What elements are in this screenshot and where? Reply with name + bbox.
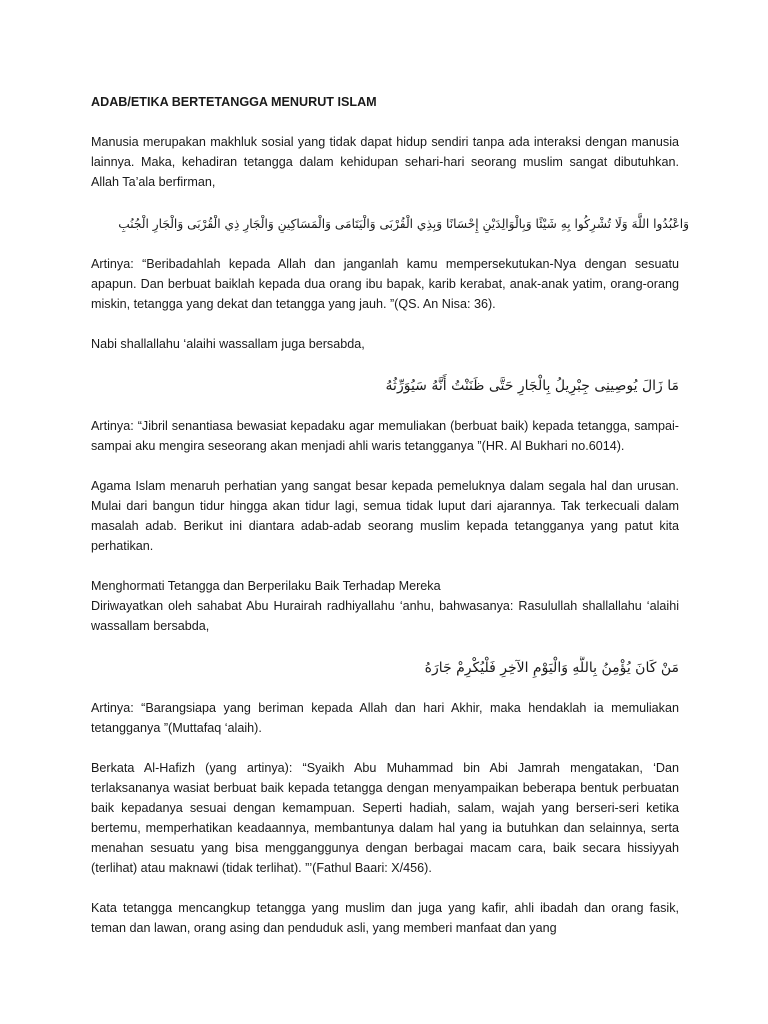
neighbor-definition: Kata tetangga mencangkup tetangga yang muslim dan juga yang kafir, ahli ibadah dan orang fasik, teman dan lawan, orang asing dan penduduk asli, yang memberi manfaat dan yang xyxy=(91,901,679,935)
translation-hadith-iman: Artinya: “Barangsiapa yang beriman kepada Allah dan hari Akhir, maka hendaklah ia memuliakan tetangganya ”(Muttafaq ‘alaih). xyxy=(91,701,679,735)
translation-an-nisa: Artinya: “Beribadahlah kepada Allah dan janganlah kamu mempersekutukan-Nya dengan sesuatu apapun. Dan berbuat baiklah kepada dua orang ibu bapak, karib kerabat, anak-anak yatim, orang-orang miskin, tetangga yang dekat dan tetangga yang jauh. ”(QS. An Nisa: 36). xyxy=(91,257,679,311)
document-page xyxy=(91,92,689,958)
section-intro: Diriwayatkan oleh sahabat Abu Hurairah radhiyallahu ‘anhu, bahwasanya: Rasulullah shallallahu ‘alaihi wassallam bersabda, xyxy=(91,599,679,633)
intro-paragraph: Manusia merupakan makhluk sosial yang tidak dapat hidup sendiri tanpa ada interaksi dengan manusia lainnya. Maka, kehadiran tetangga dalam kehidupan sehari-hari seorang muslim sangat dibutuhkan. Allah Ta’ala berfirman, xyxy=(91,135,679,189)
document-title: ADAB/ETIKA BERTETANGGA MENURUT ISLAM xyxy=(91,95,377,109)
translation-hadith-jibril: Artinya: “Jibril senantiasa bewasiat kepadaku agar memuliakan (berbuat baik) kepada tetangga, sampai-sampai aku mengira seseorang akan menjadi ahli waris tetangganya ”(HR. Al Bukhari no.6014). xyxy=(91,419,679,453)
arabic-hadith-iman: مَنْ كَانَ يُؤْمِنُ بِاللَّهِ وَالْيَوْمِ الآخِرِ فَلْيُكْرِمْ جَارَهُ xyxy=(424,660,679,676)
paragraph-islam-adab: Agama Islam menaruh perhatian yang sangat besar kepada pemeluknya dalam segala hal dan urusan. Mulai dari bangun tidur hingga akan tidur lagi, semua tidak luput dari ajarannya. Tak terkecuali dalam masalah adab. Berikut ini diantara adab-adab seorang muslim kepada tetangganya yang patut kita perhatikan. xyxy=(91,479,679,553)
section-heading: Menghormati Tetangga dan Berperilaku Baik Terhadap Mereka xyxy=(91,579,441,593)
arabic-hadith-jibril: مَا زَالَ يُوصِينِى جِبْرِيلُ بِالْجَارِ حَتَّى ظَنَنْتُ أَنَّهُ سَيُوَرِّثُهُ xyxy=(385,378,679,394)
hafizh-quote: Berkata Al-Hafizh (yang artinya): “Syaikh Abu Muhammad bin Abi Jamrah mengatakan, ‘Dan terlaksananya wasiat berbuat baik kepada tetangga dengan menyampaikan beberapa bentuk perbuatan baik kepadanya sesuai dengan kemampuan. Seperti hadiah, salam, wajah yang berseri-seri ketika bertemu, memperhatikan keadaannya, membantunya dalam hal yang ia butuhkan dan selainnya, serta menahan sesuatu yang bisa mengganggunya dengan berbagai macam cara, baik secara hissiyyah (terlihat) atau maknawi (tidak terlihat). ”’(Fathul Baari: X/456). xyxy=(91,761,679,875)
hadith-intro: Nabi shallallahu ‘alaihi wassallam juga bersabda, xyxy=(91,337,365,351)
arabic-verse-an-nisa: وَاعْبُدُوا اللَّهَ وَلَا تُشْرِكُوا بِهِ شَيْئًا وَبِالْوَالِدَيْنِ إِحْسَانًا وَبِذِي الْقُرْبَى وَالْيَتَامَى وَالْمَسَاكِينِ وَالْجَارِ ذِي الْقُرْبَى وَالْجَارِ الْجُنُبِ xyxy=(118,217,689,231)
